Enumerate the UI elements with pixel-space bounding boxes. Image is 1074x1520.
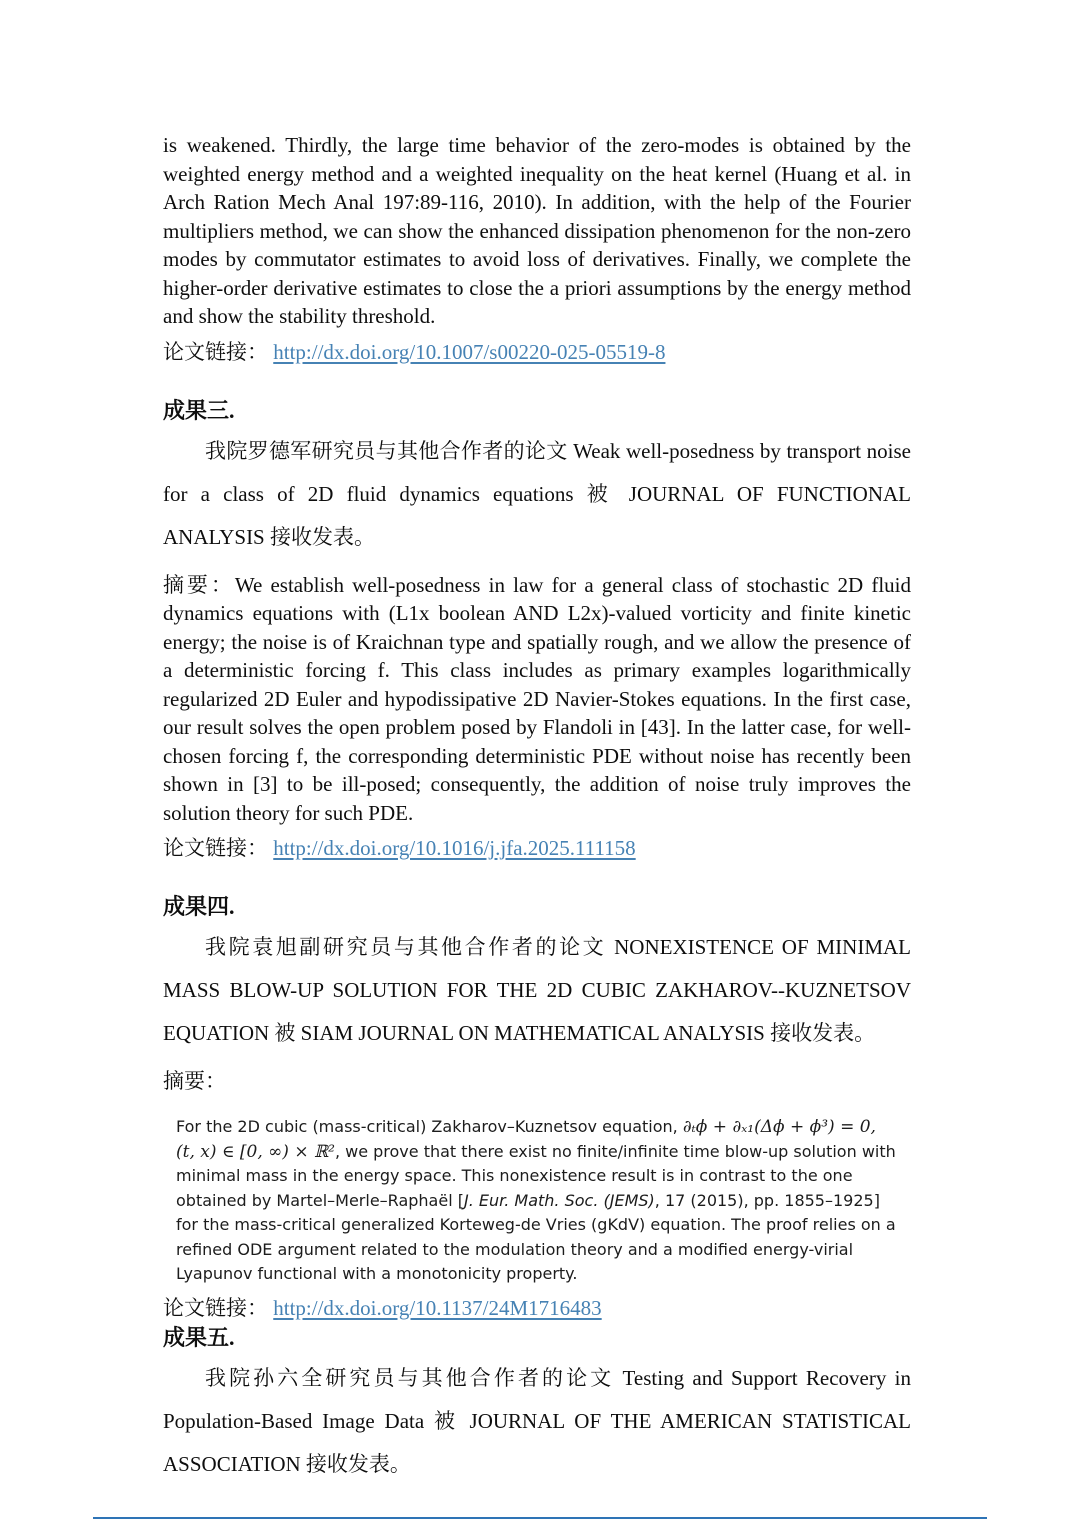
continuation-abstract-paragraph: is weakened. Thirdly, the large time behavior of the zero-modes is obtained by the weighted energy method and a weighted inequality on the heat kernel (Huang et al. in Arch Ration Mech Anal 197:89-116, 2010). In addition, with the help of the Fourier multipliers method, we can show the enhanced dissipation phenomenon for the non-zero modes by commutator estimates to avoid loss of derivatives. Finally, we complete the higher-order derivative estimates to close the a priori assumptions by the energy method and show the stability threshold. (163, 133, 911, 328)
paper-link-label: 论文链接： (163, 339, 268, 364)
paper-link-line-3 (163, 1294, 911, 1322)
paper-link-label: 论文链接： (163, 1295, 268, 1320)
achievement-3-announcement: 我院罗德军研究员与其他合作者的论文 Weak well-posedness by transport noise for a class of 2D fluid dynamics equations 被 JOURNAL OF FUNCTIONAL ANALYSIS 接收发表。 (163, 438, 911, 549)
paper-link-line-1 (163, 338, 911, 366)
doi-link-1[interactable]: http://dx.doi.org/10.1007/s00220-025-05519-8 (273, 339, 666, 364)
abstract-label: 摘要： (163, 572, 235, 597)
paper-link-label: 论文链接： (163, 836, 268, 860)
section-heading-achievement-4: 成果四. (163, 894, 235, 919)
achievement-4-abstract: For the 2D cubic (mass-critical) Zakharov–Kuznetsov equation, ∂ₜϕ + ∂ₓ₁(Δϕ + ϕ³) = 0, (t, x) ∈ [0, ∞) × ℝ², we prove that there exist no finite/infinite time blow-up solution with minimal mass in the energy space. This nonexistence result is in contrast to the one obtained by Martel–Merle–Raphaël [J. Eur. Math. Soc. (JEMS), 17 (2015), pp. 1855–1925] for the mass-critical generalized Korteweg-de Vries (gKdV) equation. The proof relies on a refined ODE argument related to the modulation theory and a modified energy-virial Lyapunov functional with a monotonicity property. (176, 1117, 896, 1283)
doi-link-3[interactable]: http://dx.doi.org/10.1137/24M1716483 (273, 1295, 602, 1320)
achievement-3-abstract (163, 571, 911, 828)
page-bottom-rule (93, 1517, 987, 1519)
achievement-5-announcement: 我院孙六全研究员与其他合作者的论文 Testing and Support Recovery in Population-Based Image Data 被 JOURNAL OF THE AMERICAN STATISTICAL ASSOCIATION 接收发表。 (163, 1365, 911, 1476)
doi-link-2[interactable]: http://dx.doi.org/10.1016/j.jfa.2025.111158 (273, 836, 636, 860)
achievement-4-announcement: 我院袁旭副研究员与其他合作者的论文 NONEXISTENCE OF MINIMAL MASS BLOW-UP SOLUTION FOR THE 2D CUBIC ZAKHAROV--KUZNETSOV EQUATION 被 SIAM JOURNAL ON MATHEMATICAL ANALYSIS 接收发表。 (163, 935, 911, 1045)
abstract-text: We establish well-posedness in law for a general class of stochastic 2D fluid dynamics equations with (L1x boolean AND L2x)-valued vorticity and finite kinetic energy; the noise is of Kraichnan type and spatially rough, and we allow the presence of a deterministic forcing f. This class includes as primary examples logarithmically regularized 2D Euler and hypodissipative 2D Navier-Stokes equations. In the first case, our result solves the open problem posed by Flandoli in [43]. In the latter case, for well-chosen forcing f, the corresponding deterministic PDE without noise has recently been shown in [3] to be ill-posed; consequently, the addition of noise truly improves the solution theory for such PDE. (163, 572, 911, 825)
section-heading-achievement-5: 成果五. (163, 1324, 235, 1350)
paper-link-line-2 (163, 834, 911, 862)
section-heading-achievement-3: 成果三. (163, 397, 235, 423)
abstract-label: 摘要： (163, 1069, 226, 1093)
